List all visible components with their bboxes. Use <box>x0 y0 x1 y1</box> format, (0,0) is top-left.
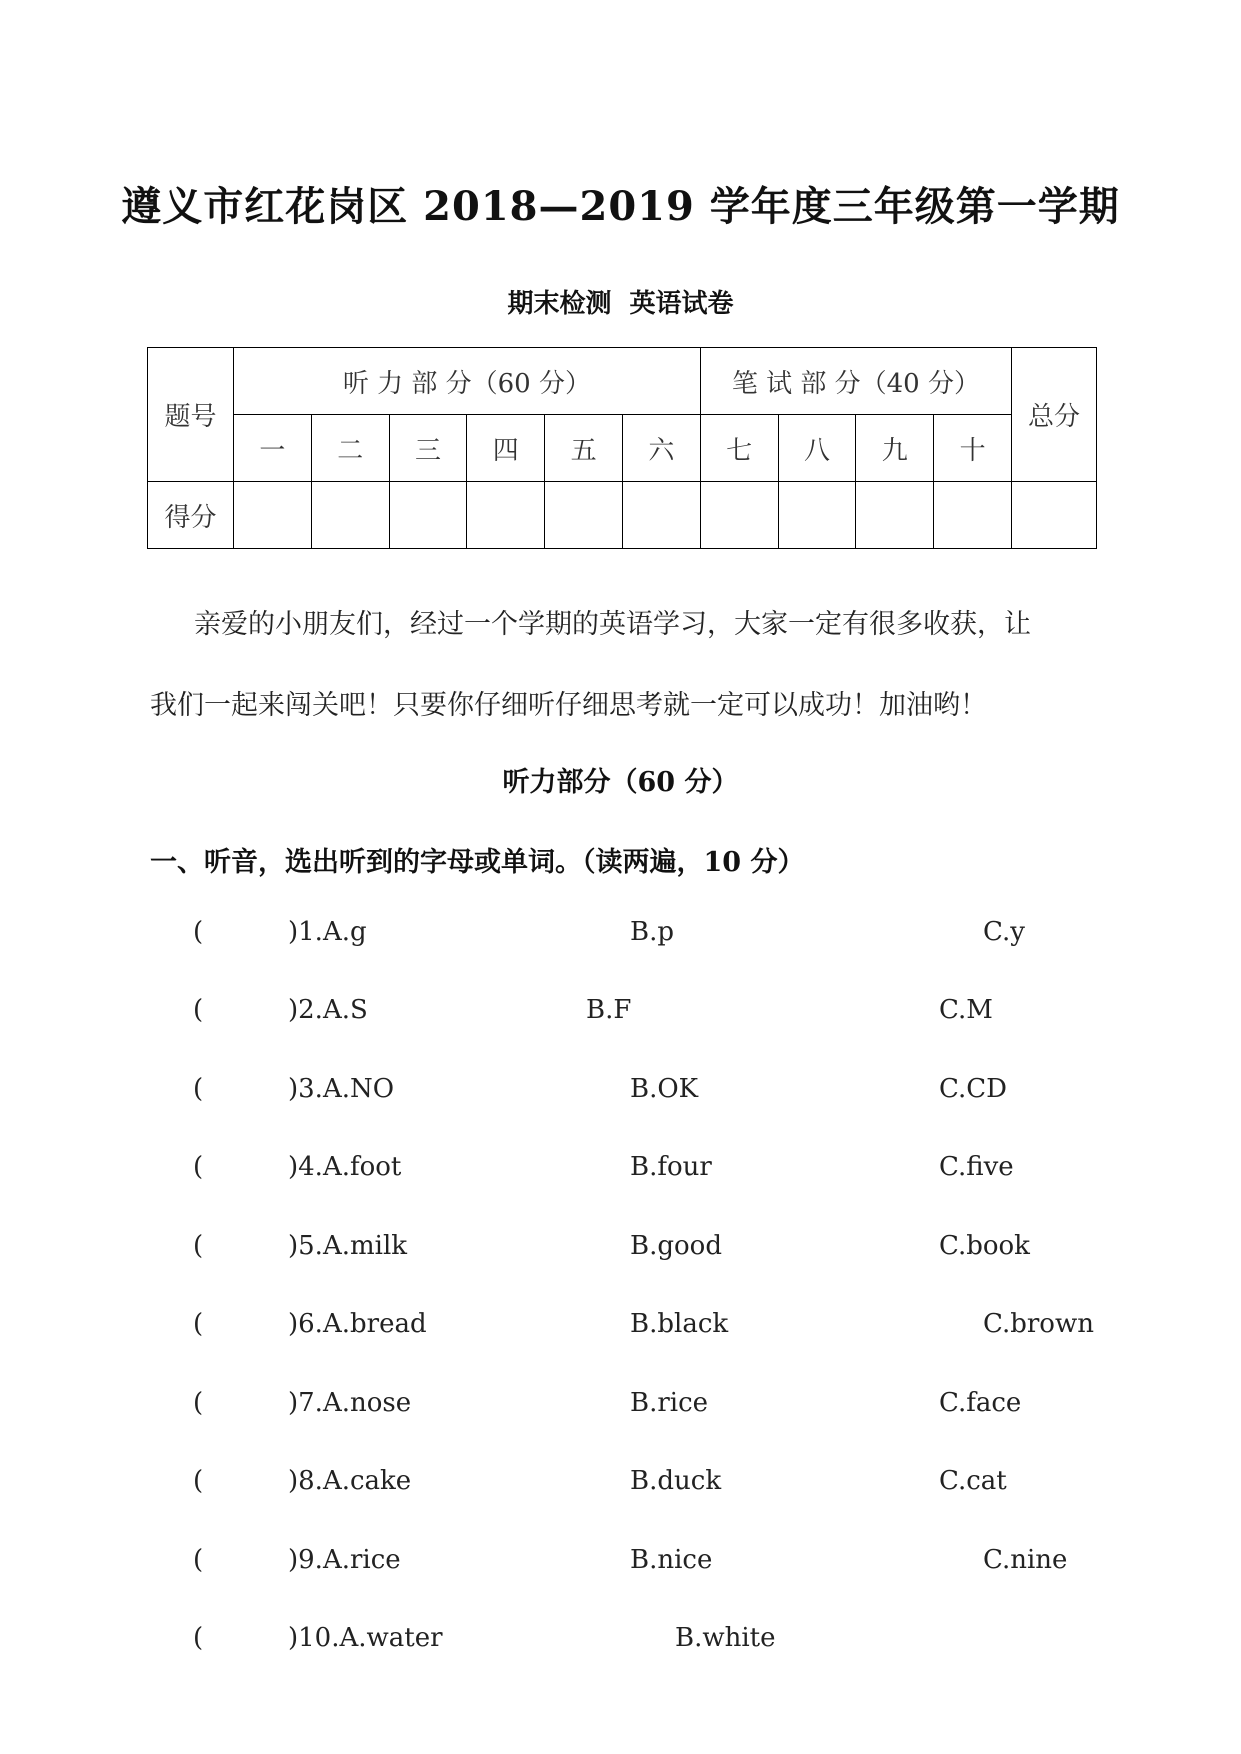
listening-section-title: 听力部分（60 分） <box>502 767 739 798</box>
intro-line-1: 亲爱的小朋友们，经过一个学期的英语学习，大家一定有很多收获，让 <box>194 609 1031 640</box>
option-a: )7.A.nose <box>288 1388 412 1418</box>
question-number: 五 <box>545 415 623 482</box>
option-b: B.nice <box>630 1545 713 1575</box>
score-cell[interactable] <box>622 482 700 549</box>
option-b: B.F <box>586 995 632 1025</box>
question-number: 八 <box>778 415 856 482</box>
option-c: C.CD <box>939 1074 1007 1104</box>
question-item <box>0 1466 1241 1506</box>
intro-line-2: 我们一起来闯关吧！只要你仔细听仔细思考就一定可以成功！加油哟！ <box>150 690 987 721</box>
question-number: 一 <box>234 415 312 482</box>
answer-paren[interactable]: ( <box>193 1231 204 1261</box>
question-item <box>0 1074 1241 1114</box>
option-c: C.nine <box>983 1545 1068 1575</box>
option-c: C.book <box>939 1231 1030 1261</box>
option-a: )2.A.S <box>288 995 368 1025</box>
question-item <box>0 1623 1241 1663</box>
option-a: )10.A.water <box>288 1623 443 1653</box>
score-cell[interactable] <box>545 482 623 549</box>
question-item <box>0 1231 1241 1271</box>
answer-paren[interactable]: ( <box>193 1466 204 1496</box>
option-c: C.brown <box>983 1309 1094 1339</box>
answer-paren[interactable]: ( <box>193 917 204 947</box>
option-a: )3.A.NO <box>288 1074 395 1104</box>
option-c: C.cat <box>939 1466 1007 1496</box>
answer-paren[interactable]: ( <box>193 1074 204 1104</box>
question-item <box>0 1388 1241 1428</box>
answer-paren[interactable]: ( <box>193 1309 204 1339</box>
listening-header: 听 力 部 分（60 分） <box>234 348 701 415</box>
exam-subtitle: 期末检测 英语试卷 <box>507 289 734 319</box>
option-b: B.p <box>630 917 675 947</box>
question-number: 四 <box>467 415 545 482</box>
writing-header: 笔 试 部 分（40 分） <box>700 348 1011 415</box>
option-a: )1.A.g <box>288 917 367 947</box>
option-b: B.white <box>675 1623 776 1653</box>
question-item <box>0 917 1241 957</box>
option-a: )8.A.cake <box>288 1466 412 1496</box>
exam-title: 遵义市红花岗区 2018—2019 学年度三年级第一学期 <box>121 183 1120 230</box>
option-b: B.duck <box>630 1466 722 1496</box>
question-number: 九 <box>856 415 934 482</box>
score-cell[interactable] <box>856 482 934 549</box>
question-1-heading: 一、听音，选出听到的字母或单词。（读两遍，10 分） <box>150 847 805 878</box>
option-a: )4.A.foot <box>288 1152 402 1182</box>
option-c: C.face <box>939 1388 1022 1418</box>
question-item <box>0 1545 1241 1585</box>
score-cell[interactable] <box>467 482 545 549</box>
question-number: 二 <box>311 415 389 482</box>
answer-paren[interactable]: ( <box>193 1623 204 1653</box>
option-b: B.four <box>630 1152 712 1182</box>
question-number: 七 <box>700 415 778 482</box>
score-cell[interactable] <box>389 482 467 549</box>
option-b: B.good <box>630 1231 722 1261</box>
total-label: 总分 <box>1012 348 1097 482</box>
option-a: )5.A.milk <box>288 1231 408 1261</box>
tihao-label: 题号 <box>148 348 234 482</box>
question-number: 三 <box>389 415 467 482</box>
option-b: B.OK <box>630 1074 699 1104</box>
question-item <box>0 1152 1241 1192</box>
score-label: 得分 <box>148 482 234 549</box>
score-cell[interactable] <box>778 482 856 549</box>
option-c: C.M <box>939 995 993 1025</box>
question-item <box>0 995 1241 1035</box>
answer-paren[interactable]: ( <box>193 995 204 1025</box>
option-c: C.five <box>939 1152 1014 1182</box>
total-score-cell[interactable] <box>1012 482 1097 549</box>
answer-paren[interactable]: ( <box>193 1388 204 1418</box>
option-b: B.rice <box>630 1388 709 1418</box>
score-cell[interactable] <box>311 482 389 549</box>
option-c: C.y <box>983 917 1025 947</box>
score-cell[interactable] <box>234 482 312 549</box>
option-a: )6.A.bread <box>288 1309 427 1339</box>
score-table <box>147 347 1097 549</box>
answer-paren[interactable]: ( <box>193 1152 204 1182</box>
option-a: )9.A.rice <box>288 1545 401 1575</box>
question-number: 六 <box>622 415 700 482</box>
question-item <box>0 1309 1241 1349</box>
answer-paren[interactable]: ( <box>193 1545 204 1575</box>
option-b: B.black <box>630 1309 729 1339</box>
question-number: 十 <box>934 415 1012 482</box>
score-cell[interactable] <box>934 482 1012 549</box>
score-cell[interactable] <box>700 482 778 549</box>
